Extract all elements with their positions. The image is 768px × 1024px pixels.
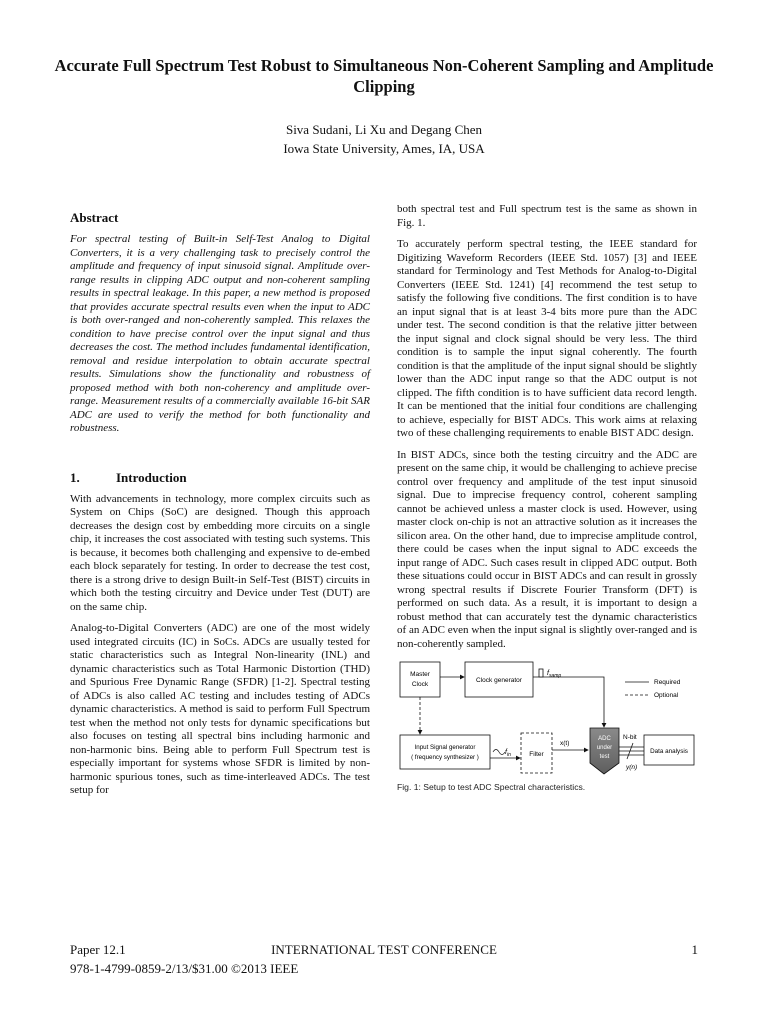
legend-optional: Optional: [654, 692, 679, 699]
adc-under-test-shape: [590, 728, 619, 774]
section-title: Introduction: [116, 469, 187, 485]
right-column: [397, 203, 697, 792]
adc-label-1: ADC: [598, 736, 611, 742]
filter-label: Filter: [529, 751, 544, 758]
copyright-line: 978-1-4799-0859-2/13/$31.00 ©2013 IEEE: [70, 961, 299, 976]
input-generator-label-1: Input Signal generator: [414, 744, 476, 751]
left-column: [70, 210, 370, 806]
paper-number: Paper 12.1: [70, 942, 126, 957]
page-number: 1: [691, 942, 698, 957]
legend-required: Required: [654, 679, 681, 686]
master-clock-label-1: Master: [410, 671, 430, 678]
yn-label: y(n): [626, 764, 638, 771]
data-analysis-label: Data analysis: [650, 748, 688, 755]
figure-caption: Fig. 1: Setup to test ADC Spectral characteristics.: [397, 782, 586, 792]
introduction-heading: [70, 470, 370, 486]
adc-label-3: test: [599, 754, 610, 760]
fin-label: $f_{in}$: [505, 749, 511, 758]
clock-line: [533, 677, 604, 727]
test-setup-diagram: [397, 659, 697, 781]
author-names: Siva Sudani, Li Xu and Degang Chen: [285, 122, 483, 137]
nbit-label: N-bit: [623, 734, 637, 741]
paper-title: Accurate Full Spectrum Test Robust to Simultaneous Non-Coherent Sampling and Amplitude Clipping: [54, 56, 714, 96]
abstract-text: For spectral testing of Built-in Self-Test Analog to Digital Converters, it is a very challenging task to precisely control the amplitude and frequency of input sinusoid signal. Amplitude over-range results in clipping ADC output and non-coherent sampling results in spectral leakage. In this paper, a new method is proposed that provides accurate spectral results even when the input to ADC is both over-ranged and non-coherently sampled. This relaxes the condition to have precise control over the input signal and thus decreases the cost. The method includes fundamental identification, removal and residue interpolation to obtain accurate spectral results. Simulations show the functionality and robustness of proposed method with both non-coherency and amplitude over-range. Measurement results of a commercially available 16-bit SAR ADC are used to verify the method for both functionality and robustness.: [70, 233, 370, 434]
section-number: 1.: [70, 469, 80, 485]
figure-1: [397, 659, 697, 792]
intro-paragraph-2: Analog-to-Digital Converters (ADC) are one of the most widely used integrated circuits (IC) in SoCs. ADCs are usually tested for static characteristics such as Integral Non-linearity (INL) and dynamic characteristics such as Total Harmonic Distortion (THD) and Spurious Free Dynamic Range (SFDR) [1-2]. Spectral testing of ADCs is also called AC testing and includes testing of ADCs dynamic characteristics. A method is said to perform Full Spectrum test when the method not only tests for dynamic specifications but also focuses on testing all spectral bins including harmonic and non-harmonic bins. Being able to perform Full Spectrum test is especially important for systems whose SFDR is limited by non-harmonic spurious tones, such as time-interleaved ADCs. The test setup for: [70, 622, 370, 796]
input-signal-generator-box: [400, 735, 490, 769]
intro-paragraph-1: With advancements in technology, more complex circuits such as System on Chips (SoC) are designed. Though this approach decreases the design cost by embedding more circuits on a single chip, it increases the cost associated with testing such systems. This is because, it becomes both challenging and expensive to de-embed each block separately for testing. In order to decrease the test cost, there is a strong drive to design Built-in Self-Test (BIST) circuits in which both the testing circuitry and Device under Test (DUT) are on the same chip.: [70, 492, 370, 613]
adc-label-2: under: [596, 745, 613, 751]
clock-generator-label: Clock generator: [476, 677, 522, 684]
fsamp-label: $f_{samp}$: [547, 670, 562, 679]
master-clock-box: [400, 662, 440, 697]
author-block: [0, 120, 768, 158]
clock-pulse-icon: [539, 669, 543, 677]
right-paragraph-1: both spectral test and Full spectrum test is the same as shown in Fig. 1.: [397, 203, 697, 229]
affiliation: Iowa State University, Ames, IA, USA: [283, 141, 485, 156]
abstract-heading: Abstract: [70, 210, 119, 225]
conference-name: INTERNATIONAL TEST CONFERENCE: [271, 942, 497, 957]
xt-label: x(t): [560, 740, 570, 747]
right-paragraph-3: In BIST ADCs, since both the testing circuitry and the ADC are present on the same chip, it would be challenging to achieve precise control over frequency and amplitude of the test input sinusoid signal. Due to imprecise frequency control, coherent sampling cannot be achieved unless a master clock is used. However, using master clock on-chip is not an attractive solution as it increases the silicon area. On the other hand, due to imprecise amplitude control, there could be cases when the input signal to ADC exceeds the input range of ADC. Such cases result in clipped ADC output. Both these situations could occur in BIST ADCs and can result in grossly wrong spectral results if Discrete Fourier Transform (DFT) is performed on such data. As a result, it is important to design a robust method that can accurately test the dynamic characteristics of an ADC even when the input signal is slightly over-ranged and is non-coherently sampled.: [397, 448, 697, 650]
master-clock-label-2: Clock: [411, 681, 429, 688]
input-generator-label-2: ( frequency synthesizer ): [411, 754, 479, 761]
right-paragraph-2: To accurately perform spectral testing, the IEEE standard for Digitizing Waveform Recorders (IEEE Std. 1057) [3] and IEEE standard for Terminology and Test Methods for Analog-to-Digital Converters (IEEE Std. 1241) [4] recommend the test setup to satisfy the following five conditions. The first condition is to have an input signal that is at least 3-4 bits more pure than the ADC under test. The second condition is that the relative jitter between the input signal and clock signal should be very less. The third condition is to sample the input signal coherently. The fourth condition is that the amplitude of the input signal should be slightly lower than the ADC input range so that the ADC output is not clipped. The fifth condition is to have sufficient data record length. It can be mentioned that the initial four conditions are challenging to achieve, especially for BIST ADCs. This work aims at relaxing two of these challenging requirements to enable BIST ADC design.: [397, 238, 697, 439]
sine-wave-icon: [493, 750, 505, 755]
